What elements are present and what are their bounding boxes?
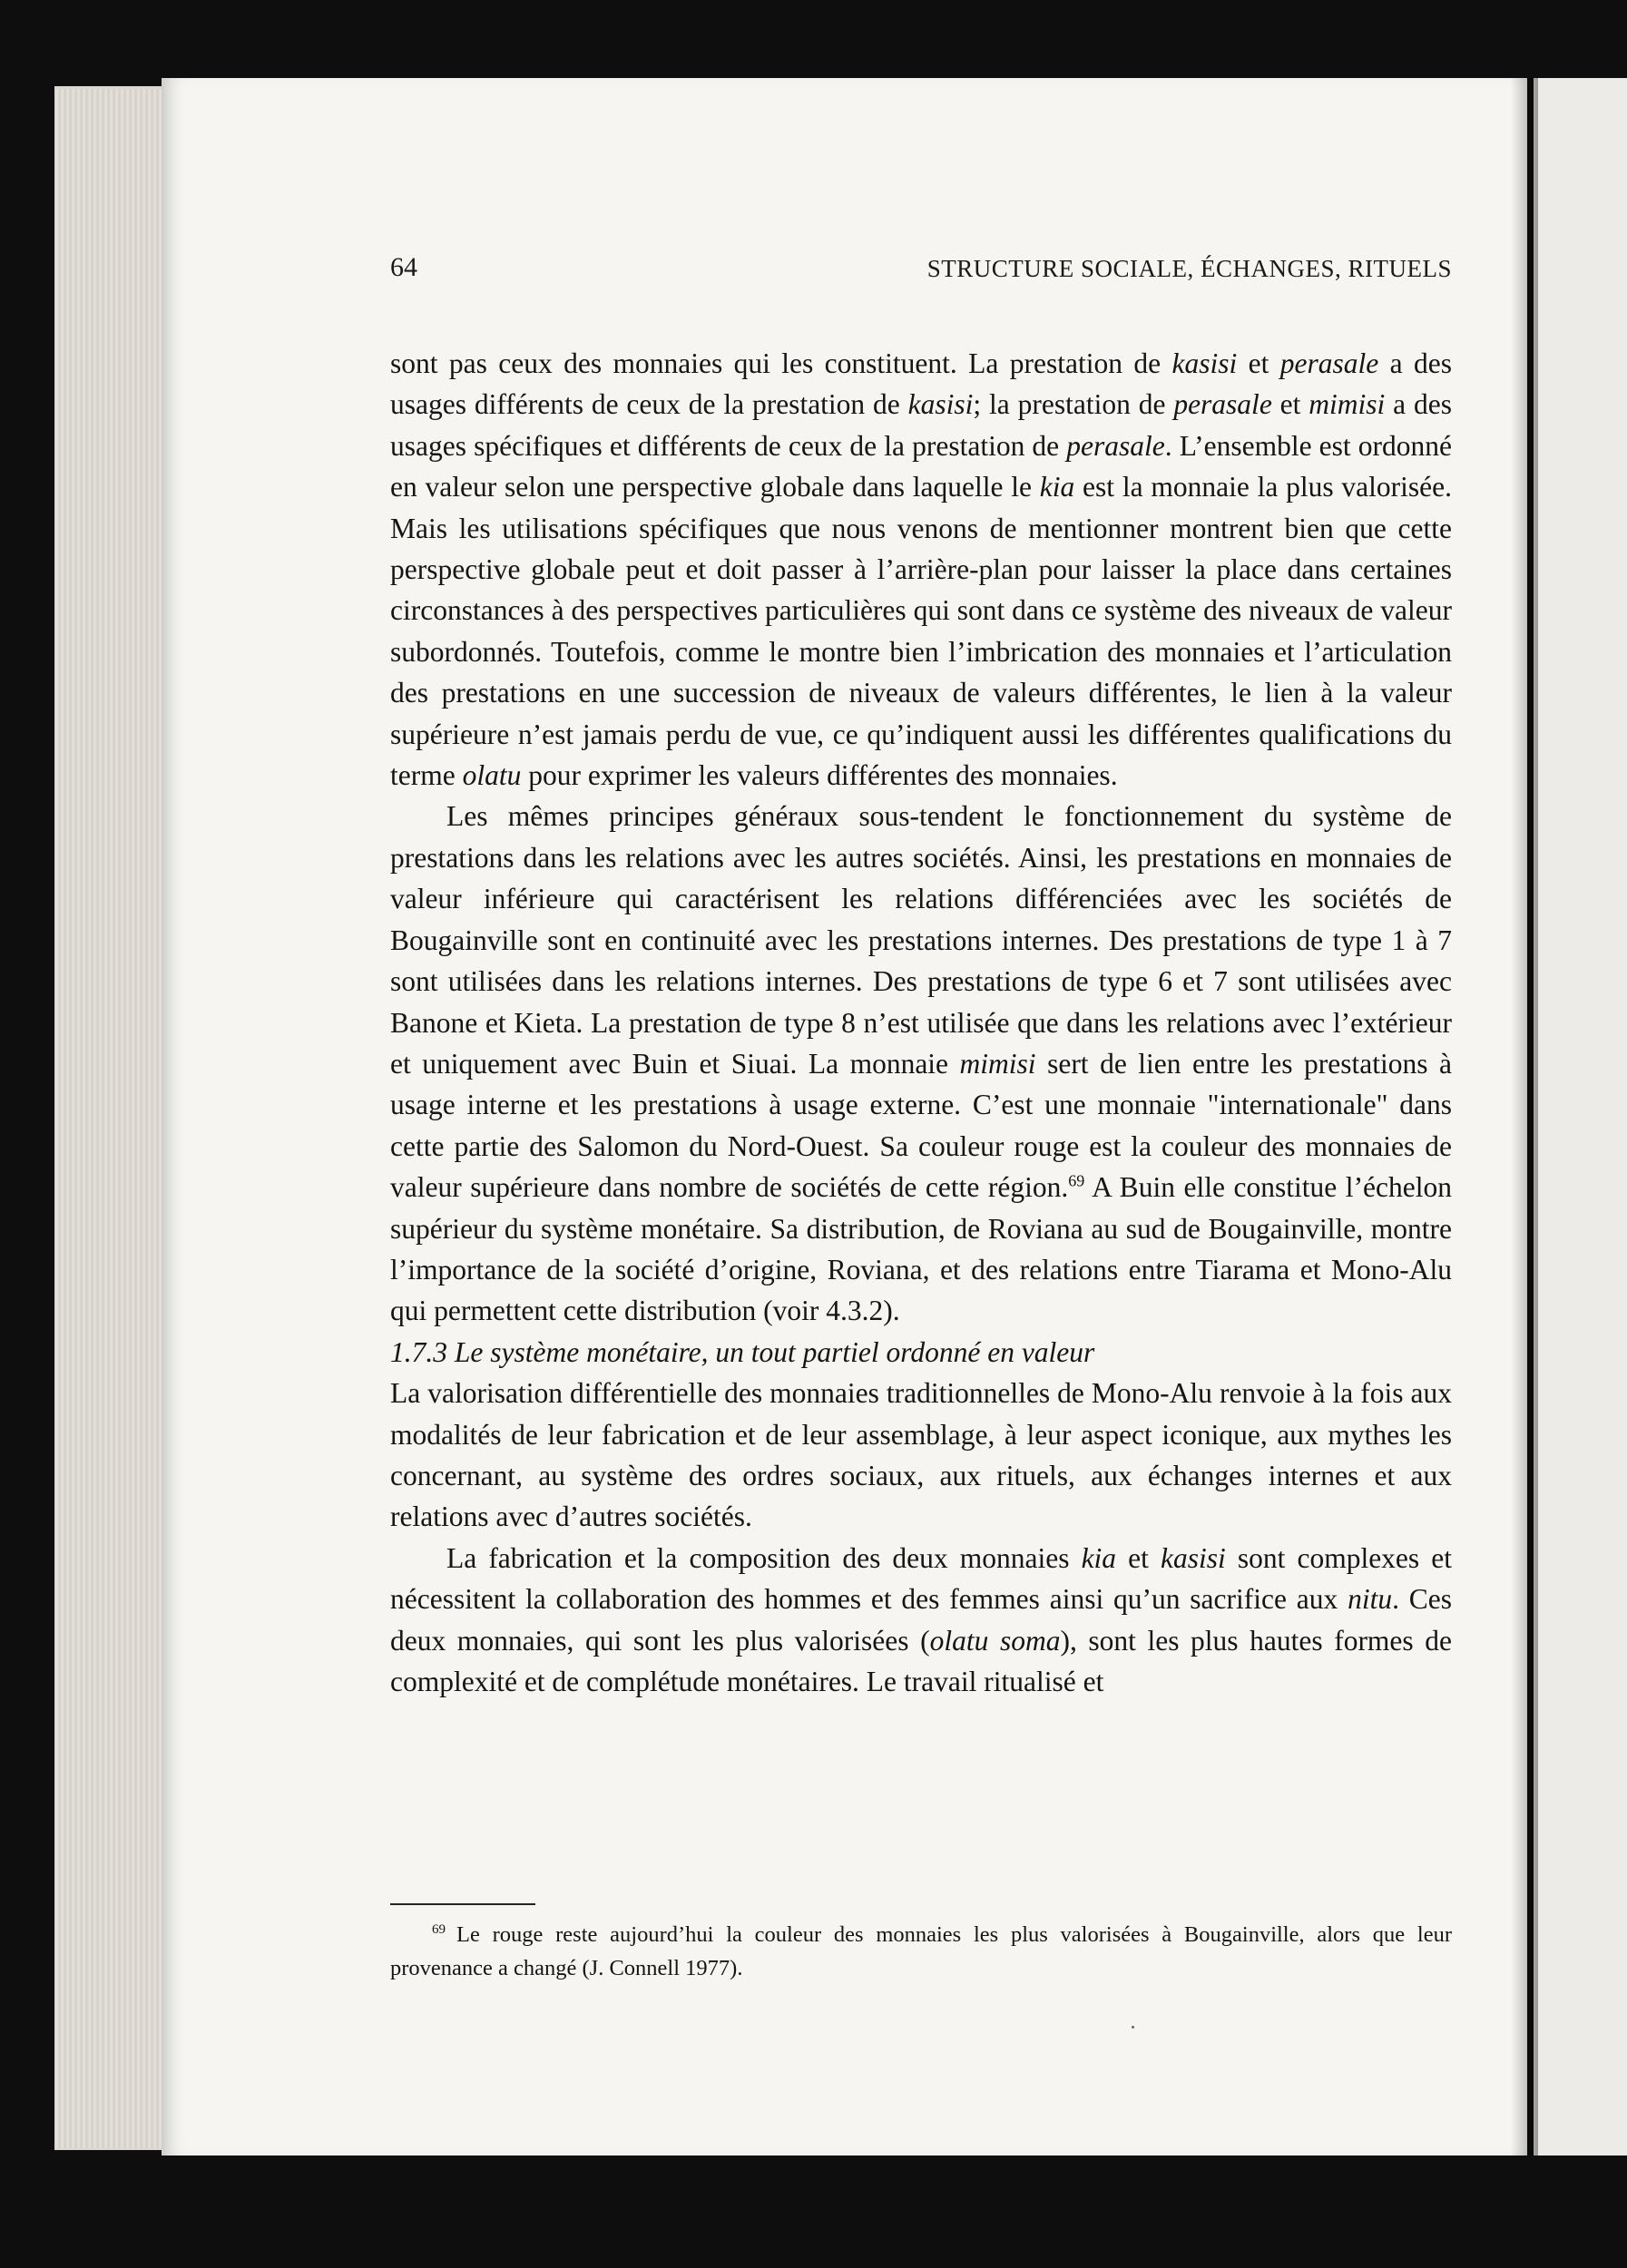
next-page-edge (1534, 78, 1627, 2156)
footnote-marker: 69 (432, 1921, 446, 1937)
page-number: 64 (390, 252, 417, 282)
footnote-divider (390, 1903, 535, 1905)
paragraph-4: La fabrication et la composition des deux monnaies kia et kasisi sont complexes et nécessitent la collaboration des hommes et des femmes ainsi qu’un sacrifice aux nitu. Ces deux monnaies, qui sont les plus valorisées (olatu soma), sont les plus hautes formes de complexité et de complétude monétaires. Le travail ritualisé et (390, 1541, 1453, 1697)
gutter-shadow (1511, 78, 1538, 2156)
section-subheading: 1.7.3 Le système monétaire, un tout partiel ordonné en valeur (390, 1335, 1095, 1368)
page-header (390, 252, 1452, 288)
footnote-ref[interactable]: 69 (1068, 1171, 1085, 1190)
paragraph-1: sont pas ceux des monnaies qui les constituent. La prestation de kasisi et perasale a des usages différents de ceux de la prestation de kasisi; la prestation de perasale et mimisi a des usages spécifiques et différents de ceux de la prestation de perasale. L’ensemble est ordonné en valeur selon une perspective globale dans laquelle le kia est la monnaie la plus valorisée. Mais les utilisations spécifiques que nous venons de mentionner montrent bien que cette perspective globale peut et doit passer à l’arrière-plan pour laisser la place dans certaines circonstances à des perspectives particulières qui sont dans ce système des niveaux de valeur subordonnés. Toutefois, comme le montre bien l’imbrication des monnaies et l’articulation des prestations en une succession de niveaux de valeurs différentes, le lien à la valeur supérieure n’est jamais perdu de vue, ce qu’indiquent aussi les différentes qualifications du terme olatu pour exprimer les valeurs différentes des monnaies. (390, 347, 1452, 792)
body-text (390, 343, 1452, 1702)
footnote-text: Le rouge reste aujourd’hui la couleur des monnaies les plus valorisées à Bougainville, alors que leur provenance a changé (J. Connell 1977). (390, 1922, 1452, 1980)
paragraph-2: Les mêmes principes généraux sous-tendent le fonctionnement du système de prestations dans les relations avec les autres sociétés. Ainsi, les prestations en monnaies de valeur inférieure qui caractérisent les relations différenciées avec les sociétés de Bougainville sont en continuité avec les prestations internes. Des prestations de type 1 à 7 sont utilisées dans les relations internes. Des prestations de type 6 et 7 sont utilisées avec Banone et Kieta. La prestation de type 8 n’est utilisée que dans les relations avec l’extérieur et uniquement avec Buin et Siuai. La monnaie mimisi sert de lien entre les prestations à usage interne et les prestations à usage externe. C’est une monnaie "internationale" dans cette partie des Salomon du Nord-Ouest. Sa couleur rouge est la couleur des monnaies de valeur supérieure dans nombre de sociétés de cette région.$^{69}$ A Buin elle constitue l’échelon supérieur du système monétaire. Sa distribution, de Roviana au sud de Bougainville, montre l’importance de la société d’origine, Roviana, et des relations entre Tiarama et Mono-Alu qui permettent cette distribution (voir 4.3.2). (390, 800, 1452, 1327)
footnote (390, 1918, 1452, 1985)
print-speck (1132, 2026, 1134, 2028)
paragraph-3: La valorisation différentielle des monnaies traditionnelles de Mono-Alu renvoie à la fois aux modalités de leur fabrication et de leur assemblage, à leur aspect iconique, aux mythes les concernant, au système des ordres sociaux, aux rituels, aux échanges internes et aux relations avec d’autres sociétés. (390, 1377, 1452, 1533)
running-head: STRUCTURE SOCIALE, ÉCHANGES, RITUELS (926, 255, 1452, 282)
page-edges (54, 89, 172, 2148)
